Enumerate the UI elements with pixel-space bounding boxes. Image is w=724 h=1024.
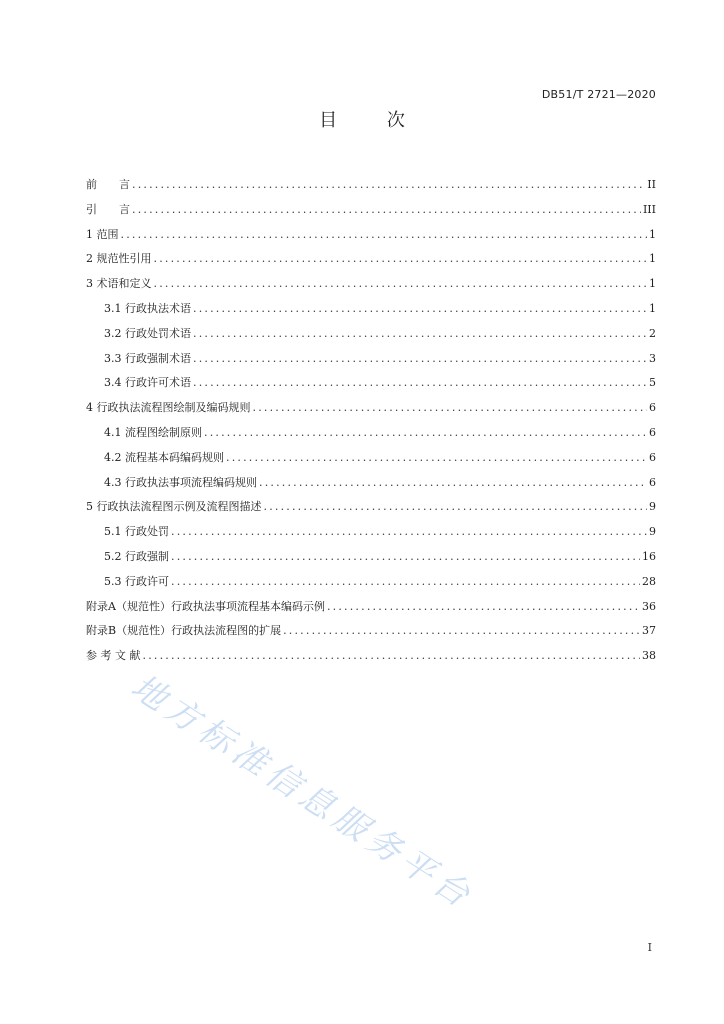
toc-leader-dots: [259, 476, 647, 489]
toc-entry[interactable]: [86, 226, 656, 251]
toc-leader-dots: [193, 352, 647, 365]
toc-entry[interactable]: [86, 523, 656, 548]
toc-entry[interactable]: [86, 647, 656, 672]
toc-entry-label: 1 范围: [86, 227, 119, 241]
toc-leader-dots: [143, 649, 641, 662]
toc-entry-page: 1: [649, 252, 656, 266]
toc-entry-page: 1: [649, 301, 656, 315]
toc-entry[interactable]: [86, 498, 656, 523]
page-title: [0, 106, 724, 132]
toc-entry[interactable]: [86, 325, 656, 350]
toc-leader-dots: [154, 277, 648, 290]
toc-leader-dots: [264, 500, 648, 513]
toc-entry[interactable]: [86, 449, 656, 474]
toc-entry-label: 4.2 流程基本码编码规则: [104, 450, 224, 464]
toc-entry[interactable]: [86, 474, 656, 499]
toc-entry-label: 4 行政执法流程图绘制及编码规则: [86, 401, 251, 415]
toc-leader-dots: [253, 401, 648, 414]
title-char-2: 次: [386, 110, 405, 131]
toc-entry-label: 5.1 行政处罚: [104, 525, 169, 539]
toc-leader-dots: [193, 376, 647, 389]
title-char-1: 目: [319, 110, 338, 131]
toc-entry-page: 38: [642, 649, 656, 663]
toc-entry[interactable]: [86, 399, 656, 424]
toc-entry[interactable]: [86, 250, 656, 275]
toc-entry-page: 28: [642, 574, 656, 588]
page-number: I: [647, 941, 652, 954]
toc-entry-page: 6: [649, 450, 656, 464]
toc-entry-label: 附录A（规范性）行政执法事项流程基本编码示例: [86, 599, 325, 613]
toc-leader-dots: [121, 228, 648, 241]
toc-leader-dots: [327, 600, 640, 613]
toc-entry-page: 9: [649, 525, 656, 539]
toc-entry-page: III: [642, 202, 656, 216]
toc-entry-label: 3.3 行政强制术语: [104, 351, 191, 365]
toc-entry-label: 4.1 流程图绘制原则: [104, 425, 202, 439]
toc-entry-label: 3.1 行政执法术语: [104, 301, 191, 315]
toc-leader-dots: [132, 203, 641, 216]
toc-entry-label: 前 言: [86, 178, 130, 191]
toc-entry[interactable]: [86, 374, 656, 399]
watermark: 地方标准信息服务平台: [123, 666, 482, 919]
table-of-contents: [86, 176, 656, 672]
toc-entry-label: 3.4 行政许可术语: [104, 376, 191, 390]
toc-entry[interactable]: [86, 300, 656, 325]
toc-entry-page: 37: [642, 624, 656, 638]
toc-entry-page: 36: [642, 599, 656, 613]
toc-entry-page: 1: [649, 277, 656, 291]
toc-entry-page: 16: [642, 549, 656, 563]
toc-leader-dots: [171, 575, 640, 588]
toc-entry-label: 2 规范性引用: [86, 252, 152, 266]
toc-leader-dots: [283, 624, 640, 637]
toc-entry-page: 3: [649, 351, 656, 365]
toc-entry-label: 5.3 行政许可: [104, 574, 169, 588]
toc-entry[interactable]: [86, 350, 656, 375]
toc-entry[interactable]: [86, 176, 656, 201]
toc-entry-page: 5: [649, 376, 656, 390]
toc-entry[interactable]: [86, 424, 656, 449]
toc-leader-dots: [171, 550, 640, 563]
toc-entry-page: 9: [649, 500, 656, 514]
toc-entry-page: 6: [649, 401, 656, 415]
toc-leader-dots: [226, 451, 647, 464]
toc-entry-label: 3 术语和定义: [86, 277, 152, 291]
toc-leader-dots: [193, 302, 647, 315]
toc-leader-dots: [204, 426, 647, 439]
toc-entry[interactable]: [86, 275, 656, 300]
toc-entry[interactable]: [86, 548, 656, 573]
document-code: DB51/T 2721—2020: [541, 88, 656, 101]
toc-entry-label: 3.2 行政处罚术语: [104, 326, 191, 340]
toc-leader-dots: [193, 327, 647, 340]
toc-leader-dots: [154, 252, 648, 265]
toc-entry-label: 附录B（规范性）行政执法流程图的扩展: [86, 624, 282, 638]
toc-entry[interactable]: [86, 598, 656, 623]
toc-entry-page: 6: [649, 425, 656, 439]
toc-entry-page: 1: [649, 227, 656, 241]
toc-leader-dots: [171, 525, 647, 538]
toc-entry-page: II: [647, 178, 656, 191]
toc-entry-page: 2: [649, 326, 656, 340]
toc-entry[interactable]: [86, 622, 656, 647]
toc-entry-label: 5.2 行政强制: [104, 549, 169, 563]
toc-entry-label: 引 言: [86, 202, 130, 216]
toc-entry-label: 5 行政执法流程图示例及流程图描述: [86, 500, 262, 514]
toc-leader-dots: [132, 178, 645, 191]
toc-entry-label: 4.3 行政执法事项流程编码规则: [104, 475, 257, 489]
toc-entry-label: 参 考 文 献: [86, 649, 141, 663]
toc-entry[interactable]: [86, 573, 656, 598]
toc-entry-page: 6: [649, 475, 656, 489]
toc-entry[interactable]: [86, 201, 656, 226]
